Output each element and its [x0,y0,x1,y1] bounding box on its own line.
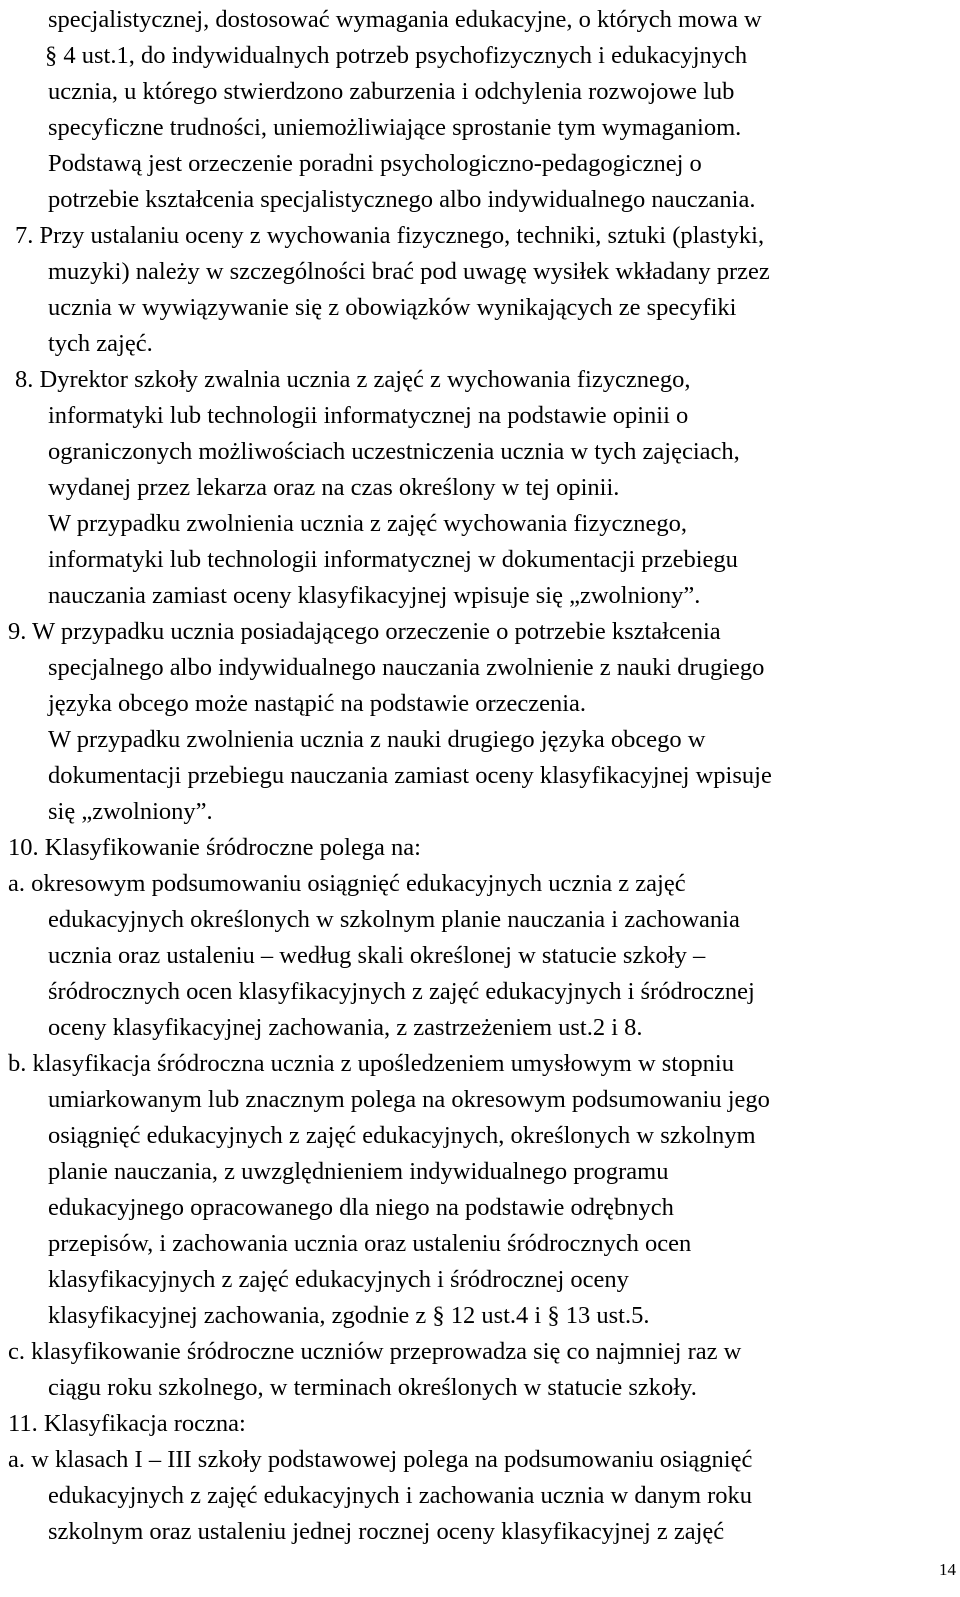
text-line: osiągnięć edukacyjnych z zajęć edukacyjnych, określonych w szkolnym [48,1122,756,1149]
text-line: przepisów, i zachowania ucznia oraz ustaleniu śródrocznych ocen [48,1230,692,1257]
text-line: 8. Dyrektor szkoły zwalnia ucznia z zajęć z wychowania fizycznego, [15,366,691,393]
text-line: ucznia w wywiązywanie się z obowiązków wynikających ze specyfiki [48,294,737,321]
text-line: ucznia, u którego stwierdzono zaburzenia i odchylenia rozwojowe lub [48,78,735,105]
text-line: klasyfikacyjnych z zajęć edukacyjnych i śródrocznej oceny [48,1266,629,1293]
text-line: planie nauczania, z uwzględnieniem indywidualnego programu [48,1158,669,1185]
text-line: ograniczonych możliwościach uczestniczenia ucznia w tych zajęciach, [48,438,740,465]
text-line: W przypadku zwolnienia ucznia z nauki drugiego języka obcego w [48,726,706,753]
text-line: § 4 ust.1, do indywidualnych potrzeb psychofizycznych i edukacyjnych [45,42,748,69]
text-line: informatyki lub technologii informatycznej w dokumentacji przebiegu [48,546,738,573]
text-line: umiarkowanym lub znacznym polega na okresowym podsumowaniu jego [48,1086,770,1113]
text-line: oceny klasyfikacyjnej zachowania, z zastrzeżeniem ust.2 i 8. [48,1014,643,1041]
text-line: W przypadku zwolnienia ucznia z zajęć wychowania fizycznego, [48,510,687,537]
text-line: muzyki) należy w szczególności brać pod uwagę wysiłek wkładany przez [48,258,770,285]
text-line: specjalistycznej, dostosować wymagania edukacyjne, o których mowa w [48,6,762,33]
text-line: nauczania zamiast oceny klasyfikacyjnej wpisuje się „zwolniony”. [48,582,701,609]
text-line: się „zwolniony”. [48,798,213,825]
text-line: a. w klasach I – III szkoły podstawowej polega na podsumowaniu osiągnięć [8,1446,753,1473]
text-line: wydanej przez lekarza oraz na czas określony w tej opinii. [48,474,620,501]
text-line: 9. W przypadku ucznia posiadającego orzeczenie o potrzebie kształcenia [8,618,721,645]
text-line: ucznia oraz ustaleniu – według skali określonej w statucie szkoły – [48,942,706,969]
text-line: edukacyjnych określonych w szkolnym planie nauczania i zachowania [48,906,740,933]
text-line: Podstawą jest orzeczenie poradni psychologiczno-pedagogicznej o [48,150,702,177]
text-line: 10. Klasyfikowanie śródroczne polega na: [8,834,421,861]
text-line: klasyfikacyjnej zachowania, zgodnie z § 12 ust.4 i § 13 ust.5. [48,1302,650,1329]
text-line: 7. Przy ustalaniu oceny z wychowania fizycznego, techniki, sztuki (plastyki, [15,222,765,249]
text-line: śródrocznych ocen klasyfikacyjnych z zajęć edukacyjnych i śródrocznej [48,978,755,1005]
text-line: szkolnym oraz ustaleniu jednej rocznej oceny klasyfikacyjnej z zajęć [48,1518,725,1545]
text-line: dokumentacji przebiegu nauczania zamiast oceny klasyfikacyjnej wpisuje [48,762,772,789]
text-line: specjalnego albo indywidualnego nauczania zwolnienie z nauki drugiego [48,654,765,681]
text-line: edukacyjnego opracowanego dla niego na podstawie odrębnych [48,1194,674,1221]
text-line: b. klasyfikacja śródroczna ucznia z upośledzeniem umysłowym w stopniu [8,1050,734,1077]
text-line: potrzebie kształcenia specjalistycznego albo indywidualnego nauczania. [48,186,756,213]
text-line: ciągu roku szkolnego, w terminach określonych w statucie szkoły. [48,1374,697,1401]
text-line: c. klasyfikowanie śródroczne uczniów przeprowadza się co najmniej raz w [8,1338,742,1365]
page-number: 14 [939,1560,956,1579]
text-line: informatyki lub technologii informatycznej na podstawie opinii o [48,402,689,429]
text-line: specyficzne trudności, uniemożliwiające sprostanie tym wymaganiom. [48,114,742,141]
text-line: języka obcego może nastąpić na podstawie orzeczenia. [48,690,587,717]
text-line: edukacyjnych z zajęć edukacyjnych i zachowania ucznia w danym roku [48,1482,753,1509]
text-line: 11. Klasyfikacja roczna: [8,1410,246,1437]
text-line: a. okresowym podsumowaniu osiągnięć edukacyjnych ucznia z zajęć [8,870,686,897]
text-line: tych zajęć. [48,330,153,357]
